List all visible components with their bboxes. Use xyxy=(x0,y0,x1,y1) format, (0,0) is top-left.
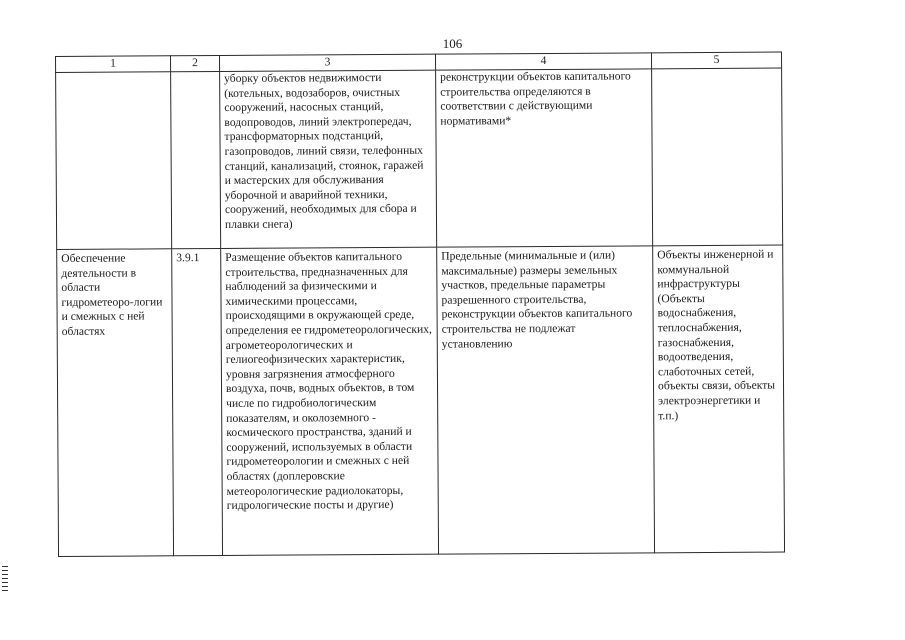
scanned-page xyxy=(55,52,784,568)
cell-description: Размещение объектов капитального строительства, предназначенных для наблюдений за физическими и химическими процессами, происходящими в окружающей среде, определения ее гидрометеорологических, агрометеорологических и гелиогеофизических характеристик, уровня загрязнения атмосферного воздуха, почв, водных объектов, в том числе по гидробиологическим показателям, и околоземного - космического пространства, зданий и сооружений, используемых в области гидрометеорологии и смежных с ней областях (доплеровские метеорологические радиолокаторы, гидрологические посты и другие) xyxy=(221,247,439,555)
cell-code: 3.9.1 xyxy=(172,248,223,555)
column-header-2: 2 xyxy=(171,55,220,71)
column-header-1: 1 xyxy=(56,56,171,73)
table-row xyxy=(56,68,783,249)
binding-mark xyxy=(2,566,8,594)
cell-parameters: Предельные (минимальные и (или) максимальные) размеры земельных участков, предельные параметры разрешенного строительства, реконструкции объектов капитального строительства не подлежат установлению xyxy=(437,246,655,554)
cell-auxiliary: Объекты инженерной и коммунальной инфраструктуры (Объекты водоснабжения, теплоснабжения, газоснабжения, водоотведения, слаботочных сетей, объекты связи, объекты электроэнергетики и т.п.) xyxy=(653,245,785,553)
land-use-table xyxy=(55,52,785,557)
column-header-4: 4 xyxy=(435,53,651,70)
cell-parameters: реконструкции объектов капитального строительства определяются в соответствии с действующими нормативами* xyxy=(436,69,653,247)
page-number: 106 xyxy=(442,36,463,51)
cell-use-name: Обеспечение деятельности в области гидрометеоро-логии и смежных с ней областях xyxy=(57,249,174,557)
column-header-5: 5 xyxy=(651,52,781,69)
cell-use-name xyxy=(56,72,172,250)
column-header-3: 3 xyxy=(219,54,435,71)
cell-code xyxy=(171,71,221,248)
cell-auxiliary xyxy=(652,68,783,246)
cell-description: уборку объектов недвижимости (котельных, водозаборов, очистных сооружений, насосных станций, водопроводов, линий электропередач, трансформаторных подстанций, газопроводов, линий связи, телефонных станций, канализаций, стоянок, гаражей и мастерских для обслуживания уборочной и аварийной техники, сооружений, необходимых для сбора и плавки снега) xyxy=(220,70,437,248)
table-row xyxy=(57,245,785,556)
